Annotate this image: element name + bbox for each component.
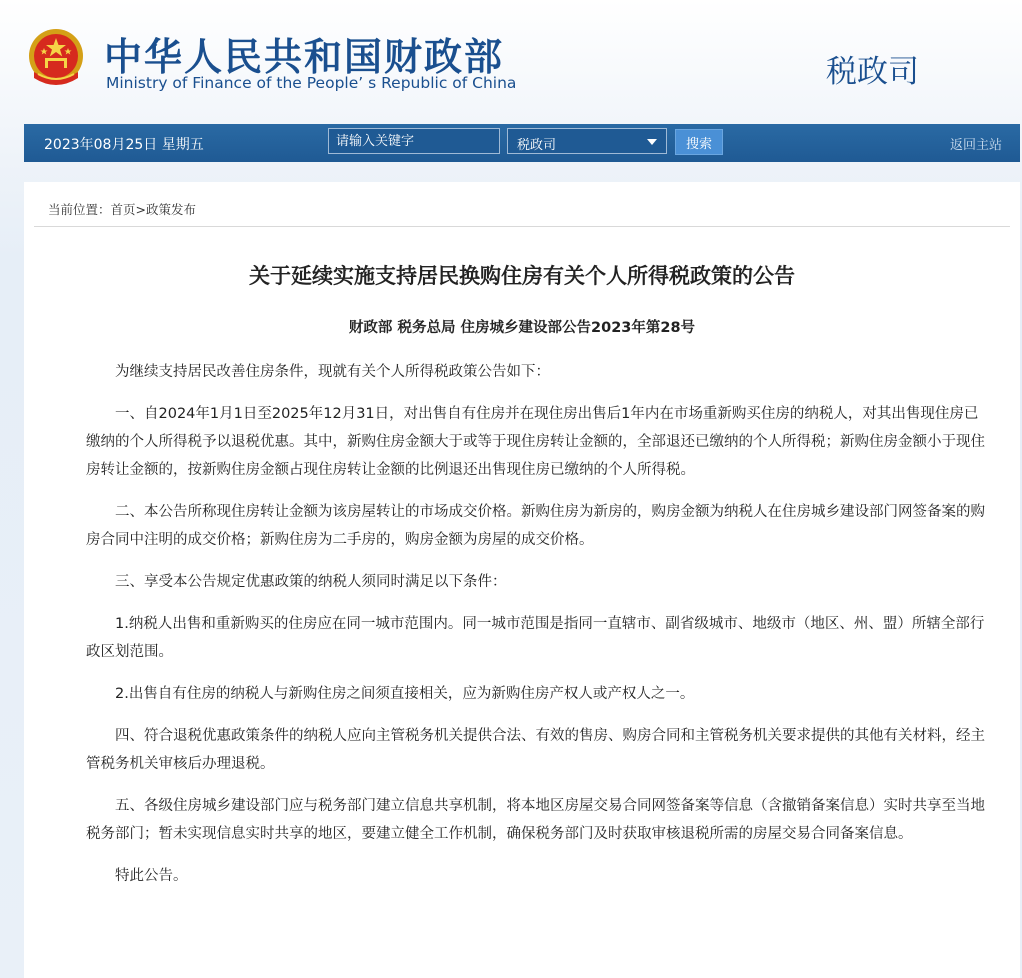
search-button[interactable]: 搜索: [675, 129, 723, 155]
article-paragraph: 2.出售自有住房的纳税人与新购住房之间须直接相关，应为新购住房产权人或产权人之一。: [115, 686, 695, 702]
breadcrumb-prefix: 当前位置：: [48, 202, 111, 217]
current-date: 2023年08月25日 星期五: [44, 137, 204, 153]
article-paragraph: 四、符合退税优惠政策条件的纳税人应向主管税务机关提供合法、有效的售房、购房合同和主管税务机关要求提供的其他有关材料，经主管税务机关审核后办理退税。: [86, 728, 985, 772]
article-body: [86, 358, 986, 904]
article-paragraph: 特此公告。: [115, 868, 188, 884]
article-paragraph: 1.纳税人出售和重新购买的住房应在同一城市范围内。同一城市范围是指同一直辖市、副省级城市、地级市（地区、州、盟）所辖全部行政区划范围。: [86, 616, 985, 660]
article-paragraph: 三、享受本公告规定优惠政策的纳税人须同时满足以下条件：: [115, 574, 507, 590]
site-title-zh: 中华人民共和国财政部: [104, 34, 505, 79]
article-paragraph: 一、自2024年1月1日至2025年12月31日，对出售自有住房并在现住房出售后1年内在市场重新购买住房的纳税人，对其出售现住房已缴纳的个人所得税予以退税优惠。其中，新购住房金额大于或等于现住房转让金额的，全部退还已缴纳的个人所得税；新购住房金额小于现住房转让金额的，按新购住房金额占现住房转让金额的比例退还出售现住房已缴纳的个人所得税。: [86, 406, 985, 478]
content-panel: [24, 182, 1020, 978]
article-title: 关于延续实施支持居民换购住房有关个人所得税政策的公告: [249, 264, 795, 288]
chevron-down-icon: [647, 139, 657, 145]
article-subtitle: 财政部 税务总局 住房城乡建设部公告2023年第28号: [348, 320, 696, 336]
site-header: [0, 0, 1022, 120]
site-title-en: Ministry of Finance of the People’ s Republic of China: [106, 74, 517, 92]
search-scope-select[interactable]: [507, 128, 667, 154]
breadcrumb: [48, 200, 196, 218]
return-home-link[interactable]: 返回主站: [949, 138, 1002, 153]
search-input[interactable]: [328, 128, 500, 154]
breadcrumb-current-link[interactable]: 政策发布: [146, 202, 197, 217]
article-paragraph: 五、各级住房城乡建设部门应与税务部门建立信息共享机制，将本地区房屋交易合同网签备案等信息（含撤销备案信息）实时共享至当地税务部门；暂未实现信息实时共享的地区，要建立健全工作机制，确保税务部门及时获取审核退税所需的房屋交易合同备案信息。: [86, 798, 985, 842]
article-paragraph: 二、本公告所称现住房转让金额为该房屋转让的市场成交价格。新购住房为新房的，购房金额为纳税人在住房城乡建设部门网签备案的购房合同中注明的成交价格；新购住房为二手房的，购房金额为房屋的成交价格。: [86, 504, 985, 548]
search-scope-value: 税政司: [517, 138, 557, 153]
national-emblem-icon: [24, 26, 88, 92]
article-paragraph: 为继续支持居民改善住房条件，现就有关个人所得税政策公告如下：: [115, 364, 550, 380]
divider: [34, 226, 1010, 227]
nav-bar: [24, 124, 1020, 162]
breadcrumb-home-link[interactable]: 首页: [110, 202, 136, 217]
breadcrumb-separator: >: [135, 202, 147, 217]
department-name: 税政司: [826, 54, 919, 90]
